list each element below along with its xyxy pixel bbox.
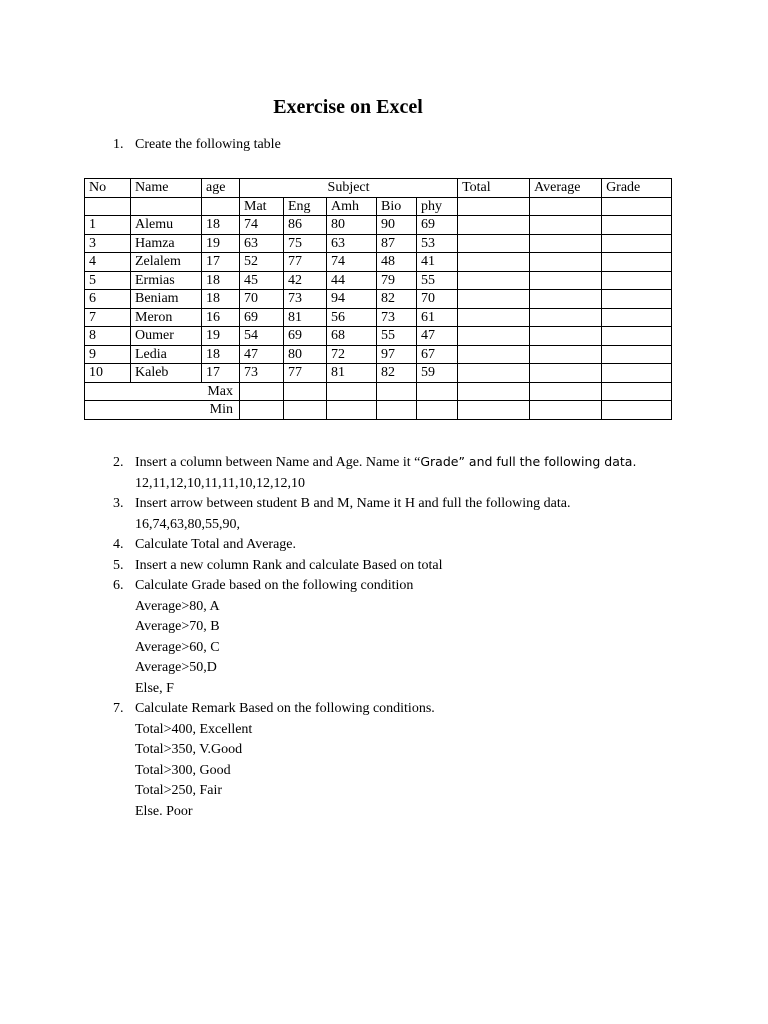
cell-amh: 72	[327, 345, 377, 364]
cell-total	[458, 308, 530, 327]
cell-total	[458, 271, 530, 290]
empty-cell	[602, 197, 672, 216]
cell-bio: 97	[377, 345, 417, 364]
task-list	[113, 452, 753, 822]
cell-average	[530, 234, 602, 253]
cell-phy: 67	[417, 345, 458, 364]
empty-cell	[327, 382, 377, 401]
table-row	[85, 345, 672, 364]
task-number: 3.	[113, 496, 124, 511]
cell-mat: 74	[240, 216, 284, 235]
remark-condition: Total>400, Excellent	[135, 721, 253, 737]
cell-average	[530, 327, 602, 346]
cell-eng: 69	[284, 327, 327, 346]
cell-average	[530, 290, 602, 309]
table-row	[85, 327, 672, 346]
task-text: Insert a column between Name and Age. Name it “	[135, 455, 421, 470]
cell-bio: 48	[377, 253, 417, 272]
cell-eng: 81	[284, 308, 327, 327]
page-title: Exercise on Excel	[273, 96, 423, 118]
cell-total	[458, 345, 530, 364]
cell-eng: 77	[284, 253, 327, 272]
cell-age: 17	[202, 253, 240, 272]
cell-total	[458, 216, 530, 235]
cell-name: Alemu	[131, 216, 202, 235]
cell-eng: 77	[284, 364, 327, 383]
cell-name: Ledia	[131, 345, 202, 364]
cell-average	[530, 253, 602, 272]
task-number: 4.	[113, 537, 124, 552]
cell-name: Ermias	[131, 271, 202, 290]
cell-amh: 68	[327, 327, 377, 346]
task-item	[113, 452, 753, 494]
empty-cell	[530, 401, 602, 420]
cell-mat: 69	[240, 308, 284, 327]
task-text: Calculate Grade based on the following condition	[135, 578, 414, 593]
empty-cell	[602, 401, 672, 420]
cell-mat: 45	[240, 271, 284, 290]
cell-eng: 80	[284, 345, 327, 364]
cell-bio: 87	[377, 234, 417, 253]
cell-mat: 52	[240, 253, 284, 272]
cell-name: Oumer	[131, 327, 202, 346]
cell-mat: 47	[240, 345, 284, 364]
cell-total	[458, 253, 530, 272]
cell-no: 6	[85, 290, 131, 309]
instruction-1	[113, 137, 281, 153]
cell-age: 18	[202, 290, 240, 309]
cell-mat: 54	[240, 327, 284, 346]
grade-condition: Average>70, B	[135, 619, 220, 634]
cell-name: Meron	[131, 308, 202, 327]
header-average: Average	[530, 179, 602, 198]
cell-total	[458, 234, 530, 253]
cell-no: 5	[85, 271, 131, 290]
task-number: 6.	[113, 578, 124, 593]
cell-bio: 79	[377, 271, 417, 290]
task-text: Insert arrow between student B and M, Name it H and full the following data.	[135, 496, 571, 511]
cell-amh: 80	[327, 216, 377, 235]
empty-cell	[458, 197, 530, 216]
task-item	[113, 576, 753, 699]
subject-eng: Eng	[284, 197, 327, 216]
cell-age: 18	[202, 271, 240, 290]
cell-name: Hamza	[131, 234, 202, 253]
cell-amh: 44	[327, 271, 377, 290]
cell-phy: 69	[417, 216, 458, 235]
cell-total	[458, 327, 530, 346]
empty-cell	[417, 401, 458, 420]
cell-grade	[602, 234, 672, 253]
cell-mat: 63	[240, 234, 284, 253]
cell-bio: 82	[377, 364, 417, 383]
max-label: Max	[85, 382, 240, 401]
task-number: 7.	[113, 701, 124, 716]
empty-cell	[377, 382, 417, 401]
empty-cell	[85, 197, 131, 216]
cell-age: 19	[202, 234, 240, 253]
cell-mat: 70	[240, 290, 284, 309]
cell-age: 18	[202, 345, 240, 364]
cell-grade	[602, 216, 672, 235]
remark-condition: Total>300, Good	[135, 762, 231, 778]
student-table	[84, 178, 672, 420]
cell-phy: 41	[417, 253, 458, 272]
task-data-line: 12,11,12,10,11,11,10,12,12,10	[135, 475, 305, 491]
subject-phy: phy	[417, 197, 458, 216]
empty-cell	[240, 401, 284, 420]
empty-cell	[602, 382, 672, 401]
empty-cell	[327, 401, 377, 420]
table-row	[85, 216, 672, 235]
task-number: 5.	[113, 557, 124, 573]
remark-condition: Total>350, V.Good	[135, 742, 243, 757]
cell-amh: 74	[327, 253, 377, 272]
empty-cell	[131, 197, 202, 216]
cell-mat: 73	[240, 364, 284, 383]
cell-bio: 90	[377, 216, 417, 235]
instruction-number: 1.	[113, 137, 124, 152]
cell-eng: 86	[284, 216, 327, 235]
remark-condition: Total>250, Fair	[135, 783, 223, 798]
cell-bio: 82	[377, 290, 417, 309]
cell-phy: 55	[417, 271, 458, 290]
cell-grade	[602, 327, 672, 346]
cell-amh: 81	[327, 364, 377, 383]
subject-amh: Amh	[327, 197, 377, 216]
table-header-row	[85, 179, 672, 198]
cell-grade	[602, 345, 672, 364]
empty-cell	[377, 401, 417, 420]
cell-amh: 94	[327, 290, 377, 309]
empty-cell	[530, 197, 602, 216]
cell-phy: 47	[417, 327, 458, 346]
task-item	[113, 699, 753, 822]
min-row	[85, 401, 672, 420]
table-row	[85, 271, 672, 290]
table-row	[85, 308, 672, 327]
cell-bio: 73	[377, 308, 417, 327]
header-subject: Subject	[240, 179, 458, 198]
cell-average	[530, 216, 602, 235]
cell-name: Beniam	[131, 290, 202, 309]
task-text: Calculate Total and Average.	[135, 537, 296, 552]
empty-cell	[284, 401, 327, 420]
subject-mat: Mat	[240, 197, 284, 216]
header-total: Total	[458, 179, 530, 198]
cell-grade	[602, 364, 672, 383]
cell-eng: 42	[284, 271, 327, 290]
cell-age: 19	[202, 327, 240, 346]
task-text: Insert a new column Rank and calculate Based on total	[135, 557, 443, 573]
empty-cell	[458, 382, 530, 401]
cell-age: 17	[202, 364, 240, 383]
task-item	[113, 556, 753, 577]
max-row	[85, 382, 672, 401]
cell-total	[458, 364, 530, 383]
cell-grade	[602, 308, 672, 327]
cell-no: 10	[85, 364, 131, 383]
empty-cell	[417, 382, 458, 401]
cell-grade	[602, 253, 672, 272]
cell-eng: 73	[284, 290, 327, 309]
cell-amh: 56	[327, 308, 377, 327]
cell-name: Kaleb	[131, 364, 202, 383]
cell-phy: 59	[417, 364, 458, 383]
header-name: Name	[131, 179, 202, 198]
cell-eng: 75	[284, 234, 327, 253]
cell-average	[530, 271, 602, 290]
cell-bio: 55	[377, 327, 417, 346]
task-number: 2.	[113, 455, 124, 470]
remark-condition: Else. Poor	[135, 803, 193, 819]
grade-condition: Average>60, C	[135, 639, 220, 655]
cell-age: 18	[202, 216, 240, 235]
table-row	[85, 364, 672, 383]
cell-age: 16	[202, 308, 240, 327]
cell-phy: 53	[417, 234, 458, 253]
table-row	[85, 253, 672, 272]
cell-average	[530, 364, 602, 383]
instruction-text: Create the following table	[135, 137, 281, 152]
cell-no: 4	[85, 253, 131, 272]
header-age: age	[202, 179, 240, 198]
cell-average	[530, 308, 602, 327]
cell-name: Zelalem	[131, 253, 202, 272]
cell-no: 3	[85, 234, 131, 253]
cell-total	[458, 290, 530, 309]
cell-phy: 70	[417, 290, 458, 309]
cell-amh: 63	[327, 234, 377, 253]
cell-no: 1	[85, 216, 131, 235]
table-row	[85, 290, 672, 309]
grade-condition: Average>80, A	[135, 598, 220, 614]
task-text: Calculate Remark Based on the following conditions.	[135, 701, 435, 716]
cell-average	[530, 345, 602, 364]
cell-no: 9	[85, 345, 131, 364]
task-data-line: 16,74,63,80,55,90,	[135, 516, 240, 532]
header-no: No	[85, 179, 131, 198]
cell-no: 8	[85, 327, 131, 346]
task-text-continued: Grade” and full the following data.	[420, 454, 637, 469]
cell-phy: 61	[417, 308, 458, 327]
empty-cell	[240, 382, 284, 401]
empty-cell	[458, 401, 530, 420]
cell-no: 7	[85, 308, 131, 327]
header-grade: Grade	[602, 179, 672, 198]
cell-grade	[602, 271, 672, 290]
task-item	[113, 535, 753, 556]
task-item	[113, 494, 753, 535]
grade-condition: Average>50,D	[135, 660, 217, 675]
min-label: Min	[85, 401, 240, 420]
empty-cell	[530, 382, 602, 401]
table-subheader-row	[85, 197, 672, 216]
table-row	[85, 234, 672, 253]
subject-bio: Bio	[377, 197, 417, 216]
empty-cell	[284, 382, 327, 401]
grade-condition: Else, F	[135, 680, 174, 696]
cell-grade	[602, 290, 672, 309]
empty-cell	[202, 197, 240, 216]
